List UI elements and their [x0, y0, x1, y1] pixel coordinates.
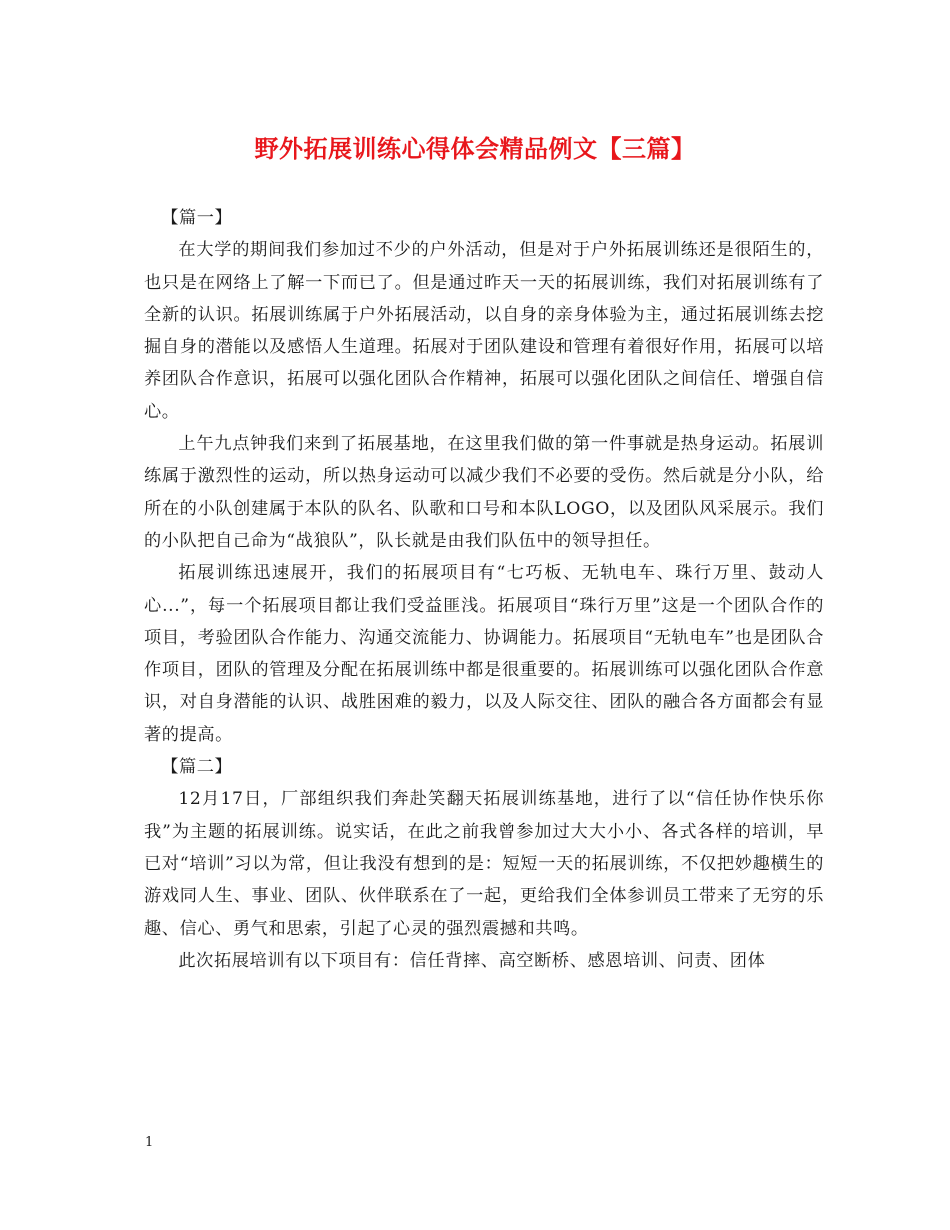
- section-heading-1: 【篇一】: [161, 208, 233, 228]
- paragraph: 拓展训练迅速展开，我们的拓展项目有“七巧板、无轨电车、珠行万里、鼓动人心...”，每一个拓展项目都让我们受益匪浅。拓展项目“珠行万里”这是一个团队合作的项目，考验团队合作能力、沟通交流能力、协调能力。拓展项目“无轨电车”也是团队合作项目，团队的管理及分配在拓展训练中都是很重要的。拓展训练可以强化团队合作意识，对自身潜能的认识、战胜困难的毅力，以及人际交往、团队的融合各方面都会有显著的提高。: [144, 563, 824, 745]
- document-body: [144, 202, 824, 977]
- document-title: 野外拓展训练心得体会精品例文【三篇】: [254, 135, 696, 163]
- paragraph: 12月17日，厂部组织我们奔赴笑翻天拓展训练基地，进行了以“信任协作快乐你我”为主题的拓展训练。说实话，在此之前我曾参加过大大小小、各式各样的培训，早已对“培训”习以为常，但让我没有想到的是：短短一天的拓展训练，不仅把妙趣横生的游戏同人生、事业、团队、伙伴联系在了一起，更给我们全体参训员工带来了无穷的乐趣、信心、勇气和思索，引起了心灵的强烈震撼和共鸣。: [144, 789, 824, 939]
- paragraph: 上午九点钟我们来到了拓展基地，在这里我们做的第一件事就是热身运动。拓展训练属于激烈性的运动，所以热身运动可以减少我们不必要的受伤。然后就是分小队，给所在的小队创建属于本队的队名、队歌和口号和本队LOGO，以及团队风采展示。我们的小队把自己命为“战狼队”，队长就是由我们队伍中的领导担任。: [144, 434, 824, 551]
- section-heading-2: 【篇二】: [161, 757, 233, 778]
- paragraph: 此次拓展培训有以下项目有：信任背摔、高空断桥、感恩培训、问责、团体: [178, 950, 766, 971]
- page-number: 1: [145, 1135, 154, 1150]
- paragraph: 在大学的期间我们参加过不少的户外活动，但是对于户外拓展训练还是很陌生的，也只是在网络上了解一下而已了。但是通过昨天一天的拓展训练，我们对拓展训练有了全新的认识。拓展训练属于户外拓展活动，以自身的亲身体验为主，通过拓展训练去挖掘自身的潜能以及感悟人生道理。拓展对于团队建设和管理有着很好作用，拓展可以培养团队合作意识，拓展可以强化团队合作精神，拓展可以强化团队之间信任、增强自信心。: [144, 240, 824, 422]
